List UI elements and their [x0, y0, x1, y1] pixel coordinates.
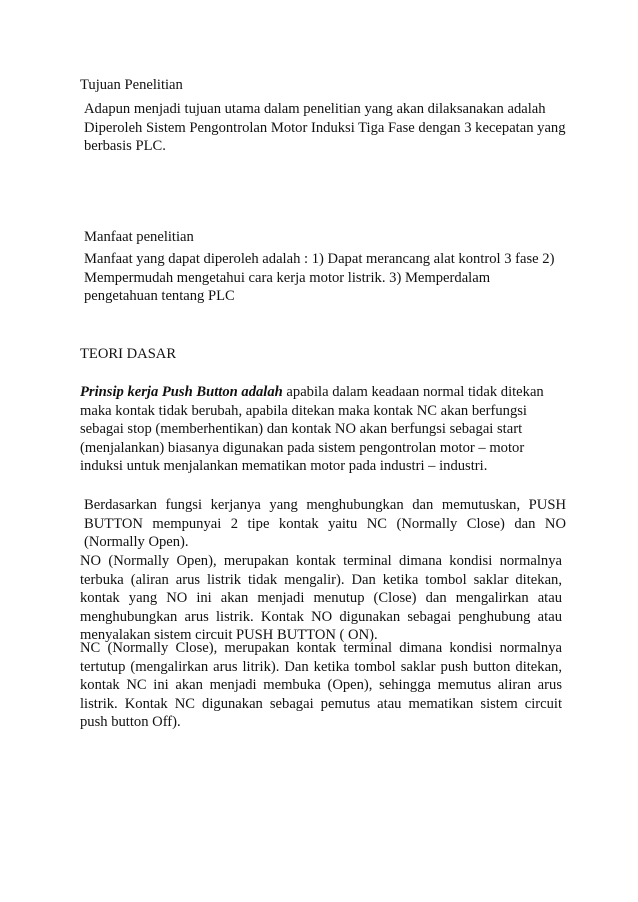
paragraph-normally-open: NO (Normally Open), merupakan kontak terminal dimana kondisi normalnya terbuka (aliran arus listrik tidak mengalir). Dan ketika tombol saklar ditekan, kontak yang NO ini akan menjadi menutup (Close) dan mengalirkan atau menghubungkan arus listrik. Kontak NO digunakan sebagai penghubung atau menyalakan sistem circuit PUSH BUTTON ( ON). [80, 553, 562, 643]
heading-manfaat-penelitian: Manfaat penelitian [84, 229, 194, 245]
prinsip-kerja-term: Prinsip kerja Push Button adalah [80, 384, 283, 400]
paragraph-prinsip-push-button [80, 383, 562, 476]
paragraph-fungsi-push-button: Berdasarkan fungsi kerjanya yang menghubungkan dan memutuskan, PUSH BUTTON mempunyai 2 tipe kontak yaitu NC (Normally Close) dan NO (Normally Open). [84, 497, 566, 550]
heading-tujuan-penelitian: Tujuan Penelitian [80, 77, 183, 93]
prinsip-kerja-text: apabila dalam keadaan normal tidak ditekan maka kontak tidak berubah, apabila ditekan maka kontak NC akan berfungsi sebagai stop (memberhentikan) dan kontak NO akan berfungsi sebagai start (menjalankan) biasanya digunakan pada sistem pengontrolan motor – motor induksi untuk menjalankan mematikan motor pada industri – industri. [80, 384, 544, 474]
heading-teori-dasar: TEORI DASAR [80, 346, 177, 362]
paragraph-normally-close: NC (Normally Close), merupakan kontak terminal dimana kondisi normalnya tertutup (mengalirkan arus litrik). Dan ketika tombol saklar push button ditekan, kontak NC ini akan menjadi membuka (Open), sehingga memutus aliran arus listrik. Kontak NC digunakan sebagai pemutus atau mematikan sistem circuit push button Off). [80, 640, 562, 730]
paragraph-tujuan: Adapun menjadi tujuan utama dalam penelitian yang akan dilaksanakan adalah Diperoleh Sistem Pengontrolan Motor Induksi Tiga Fase dengan 3 kecepatan yang berbasis PLC. [84, 101, 566, 154]
paragraph-manfaat: Manfaat yang dapat diperoleh adalah : 1) Dapat merancang alat kontrol 3 fase 2) Mempermudah mengetahui cara kerja motor listrik. 3) Memperdalam pengetahuan tentang PLC [84, 251, 555, 304]
